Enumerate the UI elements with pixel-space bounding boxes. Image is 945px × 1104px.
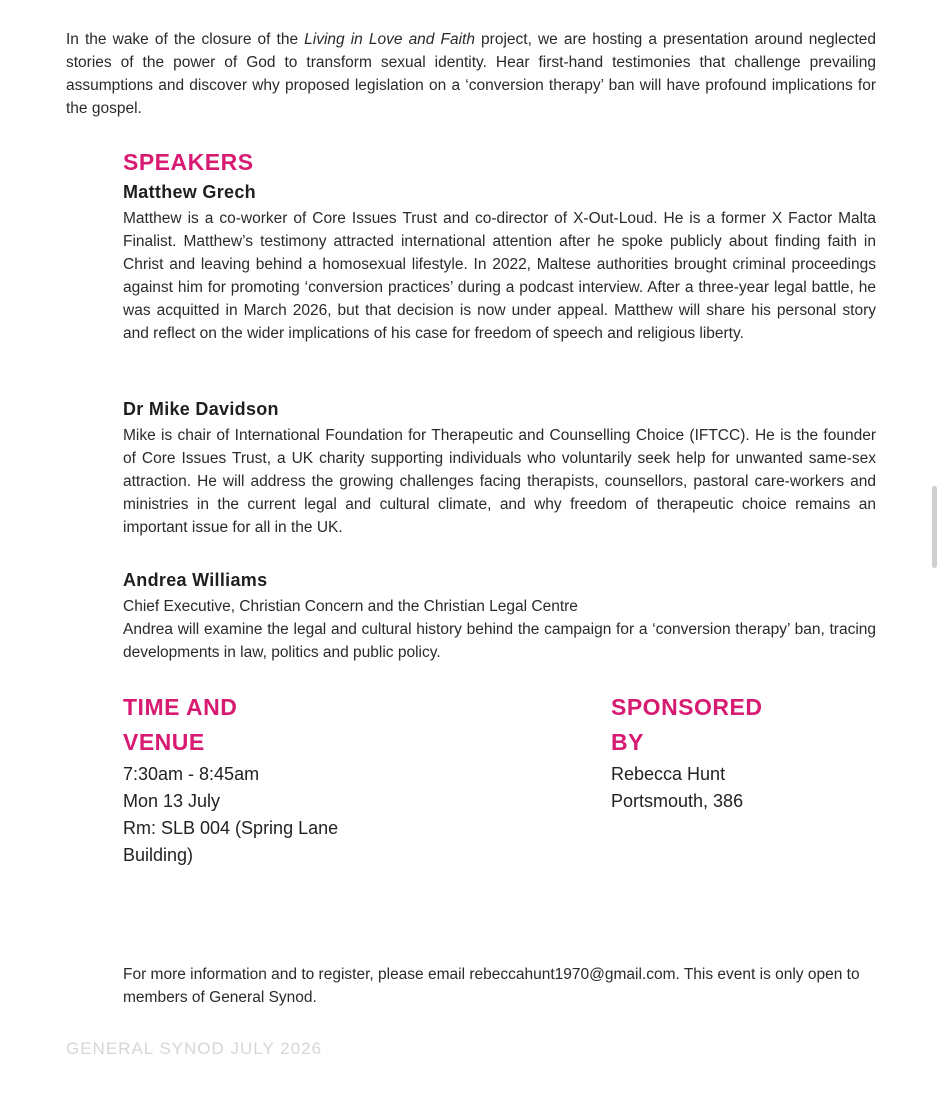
time-venue-heading-line1: TIME AND — [123, 694, 238, 720]
time-venue-heading-line2: VENUE — [123, 729, 205, 755]
sponsor-detail: Portsmouth, 386 — [611, 791, 744, 811]
intro-paragraph — [66, 28, 876, 120]
intro-project-title: Living in Love and Faith — [304, 31, 475, 48]
speaker-name-matthew: Matthew Grech — [123, 182, 256, 202]
speaker-name-andrea: Andrea Williams — [123, 570, 268, 590]
intro-text-rest: project, we are hosting a presentation around neglected stories of the power of God to transform sexual identity. Hear first-hand testimonies that challenge prevailing assumptions and discover why proposed legislation on a ‘conversion therapy’ ban will have profound implications for the gospel. — [66, 31, 877, 117]
event-time: 7:30am - 8:45am — [123, 764, 260, 784]
time-venue-heading — [123, 690, 237, 760]
general-synod-label: GENERAL SYNOD JULY 2026 — [66, 1039, 323, 1058]
speaker-bio-matthew: Matthew is a co-worker of Core Issues Trust and co-director of X-Out-Loud. He is a former X Factor Malta Finalist. Matthew’s testimony attracted international attention after he spoke publicly about finding faith in Christ and leaving behind a homosexual lifestyle. In 2022, Maltese authorities brought criminal proceedings against him for promoting ‘conversion practices’ during a podcast interview. After a three-year legal battle, he was acquitted in March 2026, but that decision is now under appeal. Matthew will share his personal story and reflect on the wider implications of his case for freedom of speech and religious liberty. — [123, 210, 876, 342]
time-venue-details — [123, 761, 338, 869]
sponsored-heading — [611, 690, 762, 760]
intro-text-start: In the wake of the closure of the — [66, 31, 305, 48]
sponsored-heading-line2: BY — [611, 729, 644, 755]
event-date: Mon 13 July — [123, 791, 221, 811]
scrollbar-thumb[interactable] — [932, 486, 937, 568]
sponsored-heading-line1: SPONSORED — [611, 694, 763, 720]
speaker-bio-andrea: Andrea will examine the legal and cultural history behind the campaign for a ‘conversion therapy’ ban, tracing developments in law, politics and public policy. — [123, 621, 876, 661]
event-room-line2: Building) — [123, 845, 194, 865]
speaker-bio-mike: Mike is chair of International Foundation for Therapeutic and Counselling Choice (IFTCC). He is the founder of Core Issues Trust, a UK charity supporting individuals who voluntarily seek help for unwanted same-sex attraction. He will address the growing challenges facing therapists, counsellors, pastoral care-workers and ministries in the current legal and cultural climate, and why freedom of therapeutic choice remains an important issue for all in the UK. — [123, 427, 876, 536]
sponsor-details — [611, 761, 743, 815]
speaker-name-mike: Dr Mike Davidson — [123, 399, 279, 419]
speaker-role-andrea: Chief Executive, Christian Concern and the Christian Legal Centre — [123, 598, 578, 615]
speakers-heading: SPEAKERS — [123, 149, 254, 175]
event-room-line1: Rm: SLB 004 (Spring Lane — [123, 818, 339, 838]
registration-info: For more information and to register, please email rebeccahunt1970@gmail.com. This event is only open to members of General Synod. — [123, 966, 860, 1006]
sponsor-name: Rebecca Hunt — [611, 764, 726, 784]
